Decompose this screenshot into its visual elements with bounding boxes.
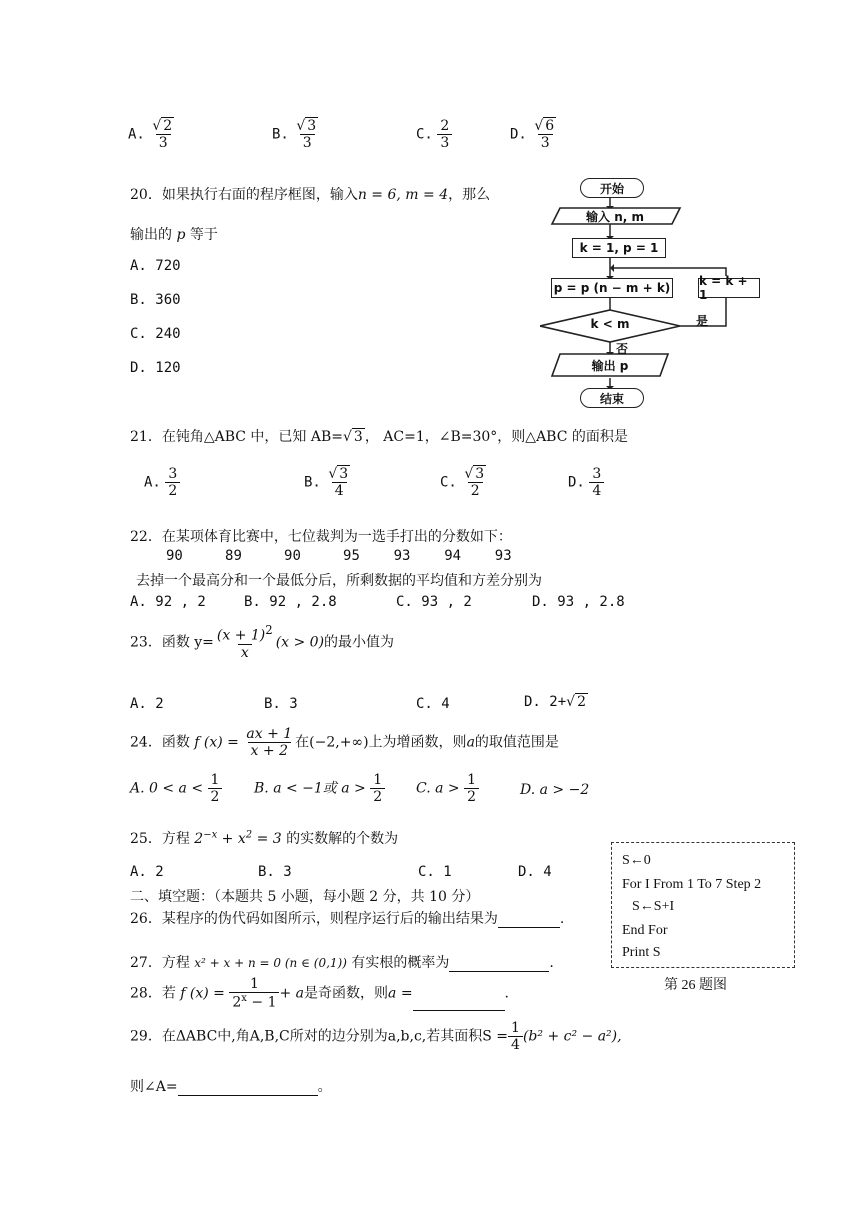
q20-stem-line1: 20．如果执行右面的程序框图，输入n = 6, m = 4，那么: [130, 187, 491, 203]
q19-option-a: A. $\frac{√ 2}{3}$: [128, 118, 173, 152]
q25-option-d: D. 4: [518, 864, 552, 880]
q24-option-d: D. a > −2: [520, 782, 590, 798]
code-line: S←S+I: [632, 899, 675, 914]
q22-option-c: C. 93 , 2: [396, 594, 472, 610]
q26-stem: 26．某程序的伪代码如图所示，则程序运行后的输出结果为 .: [130, 911, 565, 927]
q22-option-a: A. 92 , 2: [130, 594, 206, 610]
q29-stem-line1: 29．在ΔABC中,角A,B,C所对的边分别为a,b,c,若其面积S = $\frac{1}{4}$ (b² + c² − a²),: [130, 1020, 622, 1054]
q20-option-b: B. 360: [130, 292, 181, 308]
q24-stem: 24．函数 f (x) = $\frac{ax + 1}{x + 2}$ 在(−2,+∞)上为增函数，则a的取值范围是: [130, 726, 559, 760]
q20-stem-line2: 输出的 p 等于: [130, 227, 218, 243]
flowchart-end: 结束: [580, 388, 644, 408]
q19-option-b: B. $\frac{√ 3}{3}$: [272, 118, 317, 152]
flowchart-increment: k = k + 1: [698, 278, 760, 298]
q25-option-b: B. 3: [258, 864, 292, 880]
q23-option-c: C. 4: [416, 696, 450, 712]
flowchart-input: 输入 n, m: [586, 210, 644, 224]
q22-stem-line2: 去掉一个最高分和一个最低分后，所剩数据的平均值和方差分别为: [136, 573, 542, 589]
q23-option-b: B. 3: [264, 696, 298, 712]
q29-stem-line2: 则∠A= 。: [130, 1079, 332, 1095]
q23-option-d: D. 2+√ 2: [524, 694, 586, 710]
q25-option-a: A. 2: [130, 864, 164, 880]
q20-option-d: D. 120: [130, 360, 181, 376]
q20-option-a: A. 720: [130, 258, 181, 274]
code-line: S←0: [622, 853, 651, 868]
q20-option-c: C. 240: [130, 326, 181, 342]
code-line: End For: [622, 923, 668, 938]
q23-stem: 23．函数 y= $\frac{(x + 1)^2}{x}$ (x > 0)的最小值为: [130, 623, 395, 661]
flowchart-condition: k < m: [590, 317, 630, 331]
q26-pseudocode-box: [611, 842, 795, 968]
q27-answer-blank[interactable]: [449, 957, 549, 972]
flowchart-output: 输出 p: [591, 359, 629, 373]
q25-option-c: C. 1: [418, 864, 452, 880]
flowchart-init: k = 1, p = 1: [572, 238, 666, 258]
code-line: For I From 1 To 7 Step 2: [622, 877, 762, 892]
flowchart-yes-label: 是: [696, 314, 709, 328]
q21-stem: 21．在钝角△ABC 中，已知 AB=√ 3 ， AC=1，∠B=30°，则△ABC 的面积是: [130, 429, 628, 445]
section-heading-fill-in: 二、填空题：（本题共 5 小题，每小题 2 分，共 10 分）: [130, 889, 480, 905]
q22-stem-line1: 22．在某项体育比赛中，七位裁判为一选手打出的分数如下：: [130, 529, 512, 545]
q28-answer-blank[interactable]: [413, 996, 505, 1011]
code-line: Print S: [622, 945, 661, 960]
q24-option-a: A. 0 < a < $\frac{1}{2}$: [130, 772, 222, 805]
flowchart-no-label: 否: [616, 342, 629, 356]
q21-option-a: A. $\frac{3}{2}$: [144, 466, 180, 499]
q19-option-c: C. $\frac{2}{3}$: [416, 118, 452, 151]
q25-stem: 25．方程 $2^{-x} + x^2 = 3$ 的实数解的个数为: [130, 829, 399, 847]
q27-stem: 27．方程 x² + x + n = 0 (n ∈ (0,1)) 有实根的概率为 .: [130, 955, 554, 971]
q21-option-d: D. $\frac{3}{4}$: [568, 466, 604, 499]
q22-scores: 90 89 90 95 93 94 93: [166, 548, 512, 564]
q29-answer-blank[interactable]: [178, 1081, 318, 1096]
q19-option-d: D. $\frac{√ 6}{3}$: [510, 118, 555, 152]
q26-answer-blank[interactable]: [498, 913, 560, 928]
q24-option-b: B. a < −1或 a > $\frac{1}{2}$: [254, 772, 385, 805]
q21-option-b: B. $\frac{√ 3}{4}$: [304, 466, 349, 500]
q26-figure-caption: 第 26 题图: [664, 978, 727, 993]
q23-option-a: A. 2: [130, 696, 164, 712]
flowchart-start: 开始: [580, 178, 644, 198]
q22-option-b: B. 92 , 2.8: [244, 594, 337, 610]
q28-stem: 28．若 f (x) = $\frac{1}{2^x - 1}$ + a是奇函数，则a = .: [130, 976, 509, 1011]
q24-option-c: C. a > $\frac{1}{2}$: [416, 772, 479, 805]
q22-option-d: D. 93 , 2.8: [532, 594, 625, 610]
flowchart-calc: p = p (n − m + k): [551, 278, 673, 298]
q21-option-c: C. $\frac{√ 3}{2}$: [440, 466, 485, 500]
